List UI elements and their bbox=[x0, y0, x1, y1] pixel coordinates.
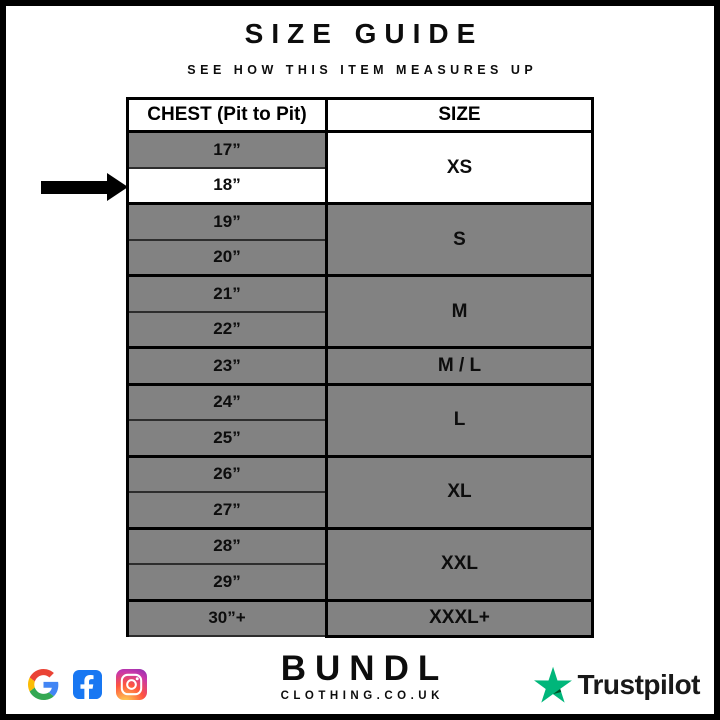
table-header-row bbox=[128, 99, 593, 132]
chest-cell: 22” bbox=[128, 312, 327, 348]
page-title: SIZE GUIDE bbox=[244, 18, 484, 49]
chest-cell: 20” bbox=[128, 240, 327, 276]
size-column-header: SIZE bbox=[327, 99, 593, 132]
chest-column-header: CHEST (Pit to Pit) bbox=[128, 99, 327, 132]
chest-cell: 18” bbox=[128, 168, 327, 204]
table-row bbox=[128, 276, 593, 312]
table-row bbox=[128, 204, 593, 240]
chest-cell: 24” bbox=[128, 384, 327, 420]
brand-tagline: CLOTHING.CO.UK bbox=[280, 690, 444, 702]
arrow-shaft bbox=[41, 181, 108, 194]
brand-name: BUNDL bbox=[280, 649, 449, 688]
size-cell: M bbox=[327, 276, 593, 348]
chest-cell: 21” bbox=[128, 276, 327, 312]
chest-cell: 17” bbox=[128, 132, 327, 168]
size-table-body bbox=[128, 132, 593, 637]
trustpilot-star-icon bbox=[534, 666, 572, 703]
trustpilot-logo[interactable] bbox=[534, 666, 700, 703]
chest-cell: 25” bbox=[128, 420, 327, 456]
chest-cell: 23” bbox=[128, 348, 327, 385]
table-row bbox=[128, 600, 593, 636]
chest-cell: 19” bbox=[128, 204, 327, 240]
table-row bbox=[128, 384, 593, 420]
size-cell: S bbox=[327, 204, 593, 276]
table-row bbox=[128, 456, 593, 492]
size-cell: M / L bbox=[327, 348, 593, 385]
highlight-arrow bbox=[41, 173, 128, 201]
chest-cell: 30”+ bbox=[128, 600, 327, 636]
table-row bbox=[128, 348, 593, 385]
table-row bbox=[128, 132, 593, 168]
arrow-right-icon bbox=[107, 173, 128, 201]
size-table bbox=[126, 97, 594, 638]
page-subtitle: SEE HOW THIS ITEM MEASURES UP bbox=[187, 63, 538, 77]
size-cell: XXXL+ bbox=[327, 600, 593, 636]
size-cell: L bbox=[327, 384, 593, 456]
chest-cell: 27” bbox=[128, 492, 327, 528]
chest-cell: 28” bbox=[128, 528, 327, 564]
size-cell: XS bbox=[327, 132, 593, 204]
chest-cell: 29” bbox=[128, 564, 327, 600]
size-cell: XXL bbox=[327, 528, 593, 600]
trustpilot-label: Trustpilot bbox=[577, 668, 700, 700]
table-row bbox=[128, 528, 593, 564]
size-cell: XL bbox=[327, 456, 593, 528]
chest-cell: 26” bbox=[128, 456, 327, 492]
